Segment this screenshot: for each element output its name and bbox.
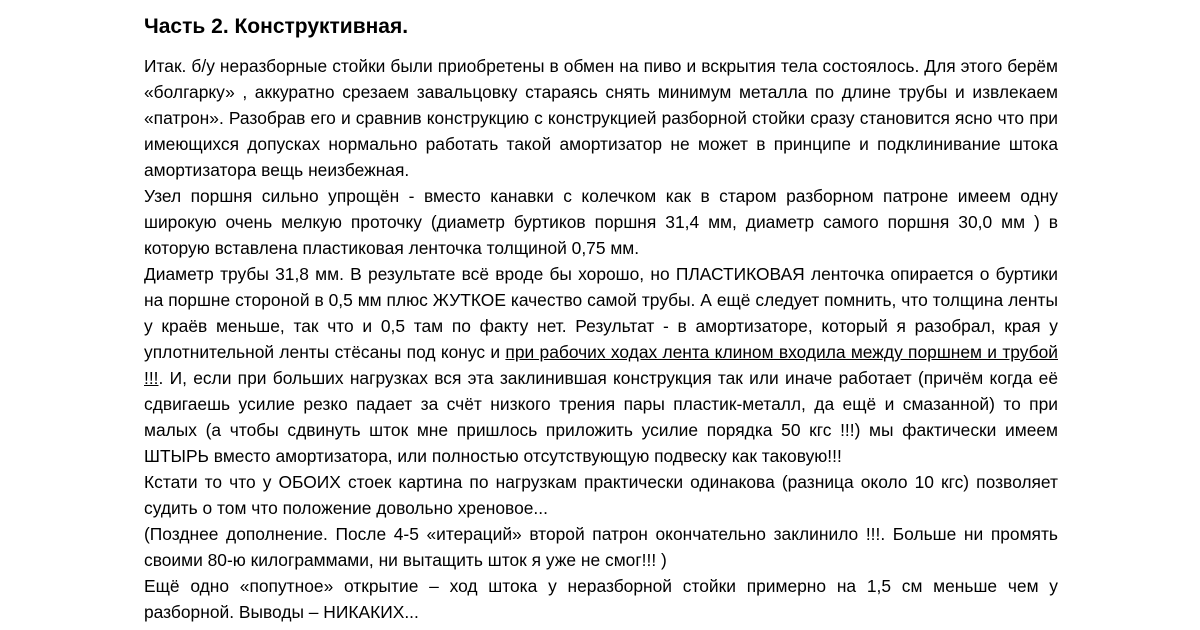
document-body: [144, 53, 1058, 625]
paragraph-piston-assembly: Узел поршня сильно упрощён - вместо канавки с колечком как в старом разборном патроне имеем одну широкую очень мелкую проточку (диаметр буртиков поршня 31,4 мм, диаметр самого поршня 30,0 мм ) в которую вставлена пластиковая ленточка толщиной 0,75 мм.: [144, 186, 1058, 258]
paragraph-tube-diameter-start: Диаметр трубы 31,8 мм. В результате всё вроде бы хорошо, но ПЛАСТИКОВАЯ ленточка опирается о буртики на поршне стороной в 0,5 мм плюс ЖУТКОЕ качество самой трубы. А ещё следует помнить, что толщина ленты у краёв меньше, так что и 0,5 там по факту нет. Результат - в амортизаторе, который я разобрал, края у уплотнительной ленты стёсаны под конус и: [144, 264, 1058, 362]
paragraph-both-struts: Кстати то что у ОБОИХ стоек картина по нагрузкам практически одинакова (разница около 10 кгс) позволяет судить о том что положение довольно хреновое...: [144, 472, 1058, 518]
paragraph-tube-diameter-end: . И, если при больших нагрузках вся эта заклинившая конструкция так или иначе работает (причём когда её сдвигаешь усилие резко падает за счёт низкого трения пары пластик-металл, да ещё и смазанной) то при малых (а чтобы сдвинуть шток мне пришлось приложить усилие порядка 50 кгс !!!) мы фактически имеем ШТЫРЬ вместо амортизатора, или полностью отсутствующую подвеску как таковую!!!: [144, 368, 1058, 466]
paragraph-later-addition: (Позднее дополнение. После 4-5 «итераций» второй патрон окончательно заклинило !!!. Больше ни промять своими 80-ю килограммами, ни вытащить шток я уже не смог!!! ): [144, 524, 1058, 570]
paragraph-rod-travel: Ещё одно «попутное» открытие – ход штока у неразборной стойки примерно на 1,5 см меньше чем у разборной. Выводы – НИКАКИХ...: [144, 576, 1058, 622]
paragraph-tube-diameter: [144, 261, 1058, 469]
section-heading: Часть 2. Конструктивная.: [144, 15, 409, 38]
paragraph-disassembly: Итак. б/у неразборные стойки были приобретены в обмен на пиво и вскрытия тела состоялось. Для этого берём «болгарку» , аккуратно срезаем завальцовку стараясь снять минимум металла по длине трубы и извлекаем «патрон». Разобрав его и сравнив конструкцию с конструкцией разборной стойки сразу становится ясно что при имеющихся допусках нормально работать такой амортизатор не может в принципе и подклинивание штока амортизатора вещь неизбежная.: [144, 56, 1058, 180]
underlined-emphasis-text: при рабочих ходах лента клином входила между поршнем и трубой !!!: [144, 342, 1058, 388]
